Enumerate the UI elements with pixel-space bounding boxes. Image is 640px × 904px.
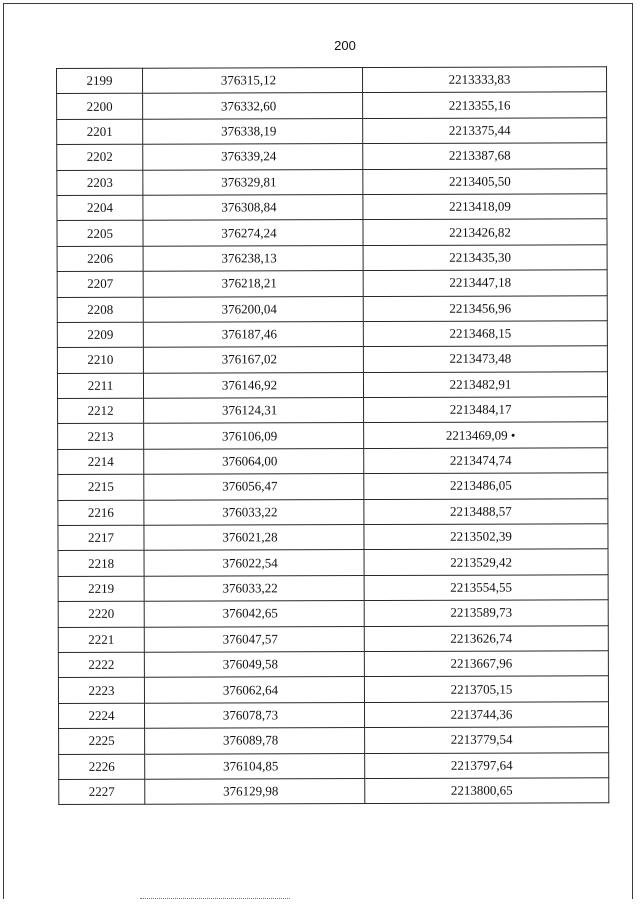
table-row	[57, 321, 607, 348]
table-row	[58, 600, 608, 627]
point-number-cell: 2227	[59, 779, 145, 805]
point-number-cell: 2224	[58, 703, 144, 729]
point-number-cell: 2211	[57, 373, 143, 399]
y-coordinate-cell: 2213418,09	[363, 194, 607, 220]
y-coordinate-cell: 2213779,54	[365, 727, 609, 753]
table-row	[58, 498, 608, 525]
table-row	[58, 676, 608, 703]
point-number-cell: 2203	[57, 170, 143, 196]
table-row	[57, 143, 607, 170]
point-number-cell: 2201	[57, 119, 143, 145]
y-coordinate-cell: 2213744,36	[364, 702, 608, 728]
x-coordinate-cell: 376062,64	[144, 677, 364, 703]
y-coordinate-cell: 2213705,15	[364, 676, 608, 702]
point-number-cell: 2225	[59, 728, 145, 754]
x-coordinate-cell: 376167,02	[143, 347, 363, 373]
x-coordinate-cell: 376274,24	[143, 220, 363, 246]
table-row	[59, 727, 609, 754]
table-row	[57, 245, 607, 272]
table-row	[57, 219, 607, 246]
point-number-cell: 2207	[57, 271, 143, 297]
x-coordinate-cell: 376049,58	[144, 652, 364, 678]
table-row	[59, 752, 609, 779]
y-coordinate-cell: 2213482,91	[363, 371, 607, 397]
y-coordinate-cell: 2213387,68	[363, 143, 607, 169]
y-coordinate-cell: 2213800,65	[365, 778, 609, 804]
point-number-cell: 2199	[57, 68, 143, 94]
table-row	[57, 118, 607, 145]
x-coordinate-cell: 376339,24	[143, 144, 363, 170]
y-coordinate-cell: 2213667,96	[364, 651, 608, 677]
y-coordinate-cell: 2213473,48	[363, 346, 607, 372]
x-coordinate-cell: 376064,00	[144, 448, 364, 474]
point-number-cell: 2217	[58, 525, 144, 551]
x-coordinate-cell: 376315,12	[143, 68, 363, 94]
x-coordinate-cell: 376022,54	[144, 550, 364, 576]
table-row	[57, 92, 607, 119]
point-number-cell: 2214	[58, 449, 144, 475]
table-row	[57, 67, 607, 94]
point-number-cell: 2223	[58, 678, 144, 704]
x-coordinate-cell: 376187,46	[143, 321, 363, 347]
table-row	[57, 194, 607, 221]
x-coordinate-cell: 376106,09	[144, 423, 364, 449]
y-coordinate-cell: 2213355,16	[363, 92, 607, 118]
table-row	[58, 422, 608, 449]
x-coordinate-cell: 376146,92	[143, 372, 363, 398]
x-coordinate-cell: 376129,98	[145, 778, 365, 804]
x-coordinate-cell: 376021,28	[144, 525, 364, 551]
point-number-cell: 2213	[58, 424, 144, 450]
point-number-cell: 2206	[57, 246, 143, 272]
table-row	[58, 575, 608, 602]
x-coordinate-cell: 376078,73	[144, 702, 364, 728]
table-row	[58, 651, 608, 678]
table-row	[58, 524, 608, 551]
point-number-cell: 2200	[57, 94, 143, 120]
y-coordinate-cell: 2213474,74	[364, 448, 608, 474]
point-number-cell: 2204	[57, 195, 143, 221]
table-row	[58, 625, 608, 652]
x-coordinate-cell: 376238,13	[143, 245, 363, 271]
y-coordinate-cell: 2213626,74	[364, 625, 608, 651]
x-coordinate-cell: 376033,22	[144, 499, 364, 525]
table-row	[57, 371, 607, 398]
point-number-cell: 2202	[57, 144, 143, 170]
y-coordinate-cell: 2213375,44	[363, 118, 607, 144]
y-coordinate-cell: 2213405,50	[363, 168, 607, 194]
x-coordinate-cell: 376089,78	[145, 728, 365, 754]
y-coordinate-cell: 2213426,82	[363, 219, 607, 245]
coordinates-table-body	[57, 67, 609, 805]
point-number-cell: 2218	[58, 551, 144, 577]
point-number-cell: 2209	[57, 322, 143, 348]
page-bottom-mark	[140, 898, 290, 899]
x-coordinate-cell: 376332,60	[143, 93, 363, 119]
point-number-cell: 2220	[58, 601, 144, 627]
y-coordinate-cell: 2213333,83	[363, 67, 607, 93]
x-coordinate-cell: 376056,47	[144, 474, 364, 500]
point-number-cell: 2205	[57, 221, 143, 247]
y-coordinate-cell: 2213447,18	[363, 270, 607, 296]
point-number-cell: 2212	[58, 398, 144, 424]
x-coordinate-cell: 376047,57	[144, 626, 364, 652]
point-number-cell: 2215	[58, 474, 144, 500]
y-coordinate-cell: 2213502,39	[364, 524, 608, 550]
x-coordinate-cell: 376124,31	[144, 398, 364, 424]
point-number-cell: 2221	[58, 627, 144, 653]
y-coordinate-cell: 2213554,55	[364, 575, 608, 601]
y-coordinate-cell: 2213435,30	[363, 245, 607, 271]
table-row	[58, 549, 608, 576]
y-coordinate-cell: 2213469,09 •	[364, 422, 608, 448]
point-number-cell: 2219	[58, 576, 144, 602]
y-coordinate-cell: 2213468,15	[363, 321, 607, 347]
table-row	[57, 270, 607, 297]
y-coordinate-cell: 2213486,05	[364, 473, 608, 499]
x-coordinate-cell: 376218,21	[143, 271, 363, 297]
table-row	[57, 168, 607, 195]
table-row	[58, 448, 608, 475]
table-row	[58, 702, 608, 729]
table-row	[57, 346, 607, 373]
point-number-cell: 2208	[57, 297, 143, 323]
page-number: 200	[334, 38, 356, 53]
y-coordinate-cell: 2213797,64	[365, 752, 609, 778]
table-row	[57, 295, 607, 322]
point-number-cell: 2222	[58, 652, 144, 678]
x-coordinate-cell: 376104,85	[145, 753, 365, 779]
x-coordinate-cell: 376200,04	[143, 296, 363, 322]
point-number-cell: 2226	[59, 754, 145, 780]
point-number-cell: 2216	[58, 500, 144, 526]
x-coordinate-cell: 376338,19	[143, 118, 363, 144]
x-coordinate-cell: 376329,81	[143, 169, 363, 195]
point-number-cell: 2210	[57, 348, 143, 374]
y-coordinate-cell: 2213484,17	[364, 397, 608, 423]
x-coordinate-cell: 376042,65	[144, 601, 364, 627]
x-coordinate-cell: 376033,22	[144, 575, 364, 601]
y-coordinate-cell: 2213529,42	[364, 549, 608, 575]
y-coordinate-cell: 2213488,57	[364, 498, 608, 524]
y-coordinate-cell: 2213589,73	[364, 600, 608, 626]
table-row	[58, 397, 608, 424]
table-row	[58, 473, 608, 500]
coordinates-table	[56, 66, 609, 805]
y-coordinate-cell: 2213456,96	[363, 295, 607, 321]
x-coordinate-cell: 376308,84	[143, 194, 363, 220]
table-row	[59, 778, 609, 805]
